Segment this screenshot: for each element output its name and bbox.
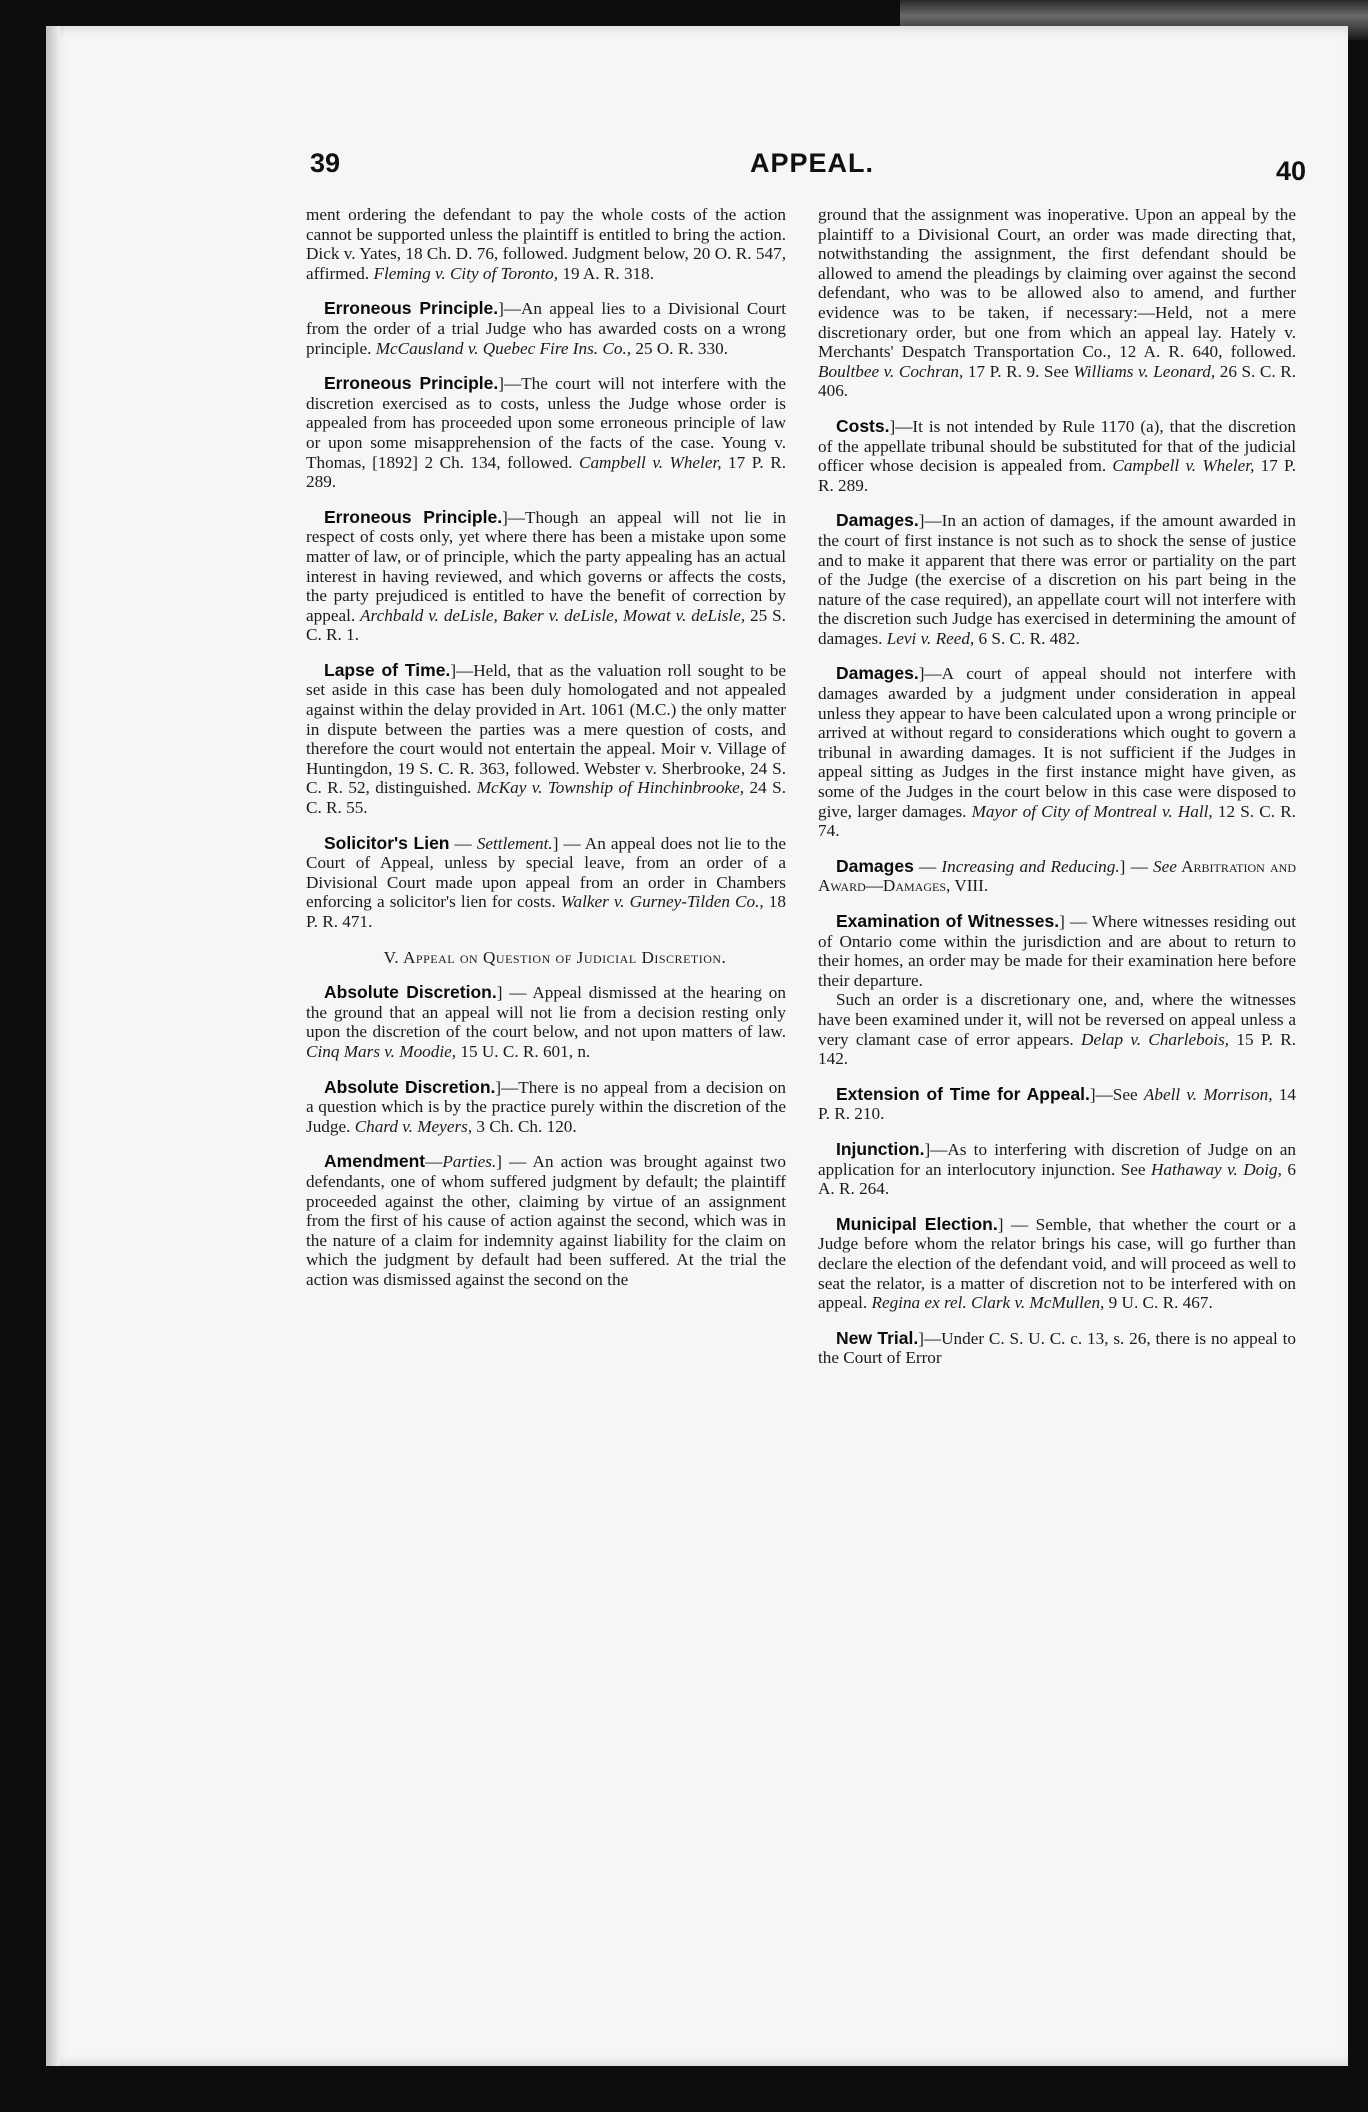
entry-subhead: Parties. bbox=[442, 1152, 497, 1172]
entry-erroneous-principle-1: Erroneous Principle.]—An appeal lies to a Divisional Court from the order of a trial Judge who has awarded costs on a wrong principle. McCausland v. Quebec Fire Ins. Co., 25 O. R. 330. bbox=[306, 298, 786, 358]
entry-subhead: Increasing and Reducing. bbox=[941, 856, 1120, 876]
entry-costs: Costs.]—It is not intended by Rule 1170 (a), that the discretion of the appellate tribunal should be substituted for that of the judicial officer whose decision is appealed from. Campbell v. Wheler, 17 P. R. 289. bbox=[818, 415, 1296, 495]
entry-headword: Erroneous Principle. bbox=[324, 298, 499, 319]
left-page-number: 39 bbox=[310, 148, 341, 178]
entry-headword: Absolute Discretion. bbox=[324, 1076, 496, 1097]
entry-headword: Costs. bbox=[836, 415, 890, 436]
entry-damages-2: Damages.]—A court of appeal should not interfere with damages awarded by a judgment under consideration in appeal unless they appear to have been calculated upon a wrong principle or arrived at without regard to considerations which ought to govern a tribunal in awarding damages. It is not sufficient if the Judges in appeal sitting as Judges in the first instance might have given, as some of the Judges in the court below in this case were disposed to give, larger damages. Mayor of City of Montreal v. Hall, 12 S. C. R. 74. bbox=[818, 663, 1296, 841]
entry-subhead: Settlement. bbox=[476, 833, 553, 853]
entry-injunction: Injunction.]—As to interfering with discretion of Judge on an application for an interlocutory injunction. See Hathaway v. Doig, 6 A. R. 264. bbox=[818, 1138, 1296, 1199]
case-citation: Hathaway v. Doig, bbox=[1151, 1159, 1282, 1179]
entry-erroneous-principle-2: Erroneous Principle.]—The court will not interfere with the discretion exercised as to costs, unless the Judge whose order is appealed from has proceeded upon some erroneous principle of law or upon some misapprehension of the facts of the case. Young v. Thomas, [1892] 2 Ch. 134, followed. Campbell v. Wheler, 17 P. R. 289. bbox=[306, 373, 786, 492]
case-citation: Levi v. Reed, bbox=[886, 628, 975, 648]
entry-headword: New Trial. bbox=[836, 1327, 919, 1348]
case-citation: Fleming v. City of Toronto, bbox=[373, 263, 559, 283]
entry-headword: Municipal Election. bbox=[836, 1213, 998, 1234]
entry-headword: Injunction. bbox=[836, 1138, 925, 1159]
entry-headword: Erroneous Principle. bbox=[324, 506, 503, 527]
entry-headword: Absolute Discretion. bbox=[324, 982, 497, 1003]
case-citation: Abell v. Morrison, bbox=[1143, 1084, 1273, 1104]
entry-headword: Lapse of Time. bbox=[324, 659, 451, 680]
entry-continued: ment ordering the defendant to pay the whole costs of the action cannot be supported unless the plaintiff is entitled to bring the action. Dick v. Yates, 18 Ch. D. 76, followed. Judgment below, 20 O. R. 547, affirmed. Fleming v. City of Toronto, 19 A. R. 318. bbox=[306, 205, 786, 283]
case-citation: Campbell v. Wheler, bbox=[1112, 456, 1255, 476]
entry-headword: Solicitor's Lien bbox=[324, 832, 450, 853]
case-citation: Boultbee v. Cochran, bbox=[818, 361, 964, 381]
case-citation: Regina ex rel. Clark v. McMullen, bbox=[871, 1293, 1105, 1313]
entry-new-trial: New Trial.]—Under C. S. U. C. c. 13, s. 26, there is no appeal to the Court of Error bbox=[818, 1327, 1296, 1368]
entry-absolute-discretion-2: Absolute Discretion.]—There is no appeal from a decision on a question which is by the practice purely within the discretion of the Judge. Chard v. Meyers, 3 Ch. Ch. 120. bbox=[306, 1076, 786, 1136]
entry-headword: Damages. bbox=[836, 663, 919, 684]
entry-extension-of-time: Extension of Time for Appeal.]—See Abell v. Morrison, 14 P. R. 210. bbox=[818, 1083, 1297, 1124]
case-citation: Delap v. Charlebois, bbox=[1081, 1029, 1230, 1049]
case-citation: McKay v. Township of Hinchinbrooke, bbox=[476, 778, 745, 798]
left-column bbox=[306, 205, 786, 1306]
entry-headword: Erroneous Principle. bbox=[324, 373, 499, 394]
entry-continued: ground that the assignment was inoperative. Upon an appeal by the plaintiff to a Divisional Court, an order was made directing that, notwithstanding the assignment, the first defendant should be allowed to amend the pleadings by claiming over against the second defendant, who was to be allowed also to amend, and further evidence was to be taken, if necessary:—Held, not a mere discretionary order, but one from which an appeal lay. Hately v. Merchants' Despatch Transportation Co., 12 A. R. 640, followed. Boultbee v. Cochran, 17 P. R. 9. See Williams v. Leonard, 26 S. C. R. 406. bbox=[818, 205, 1296, 401]
entry-amendment: Amendment—Parties.] — An action was brought against two defendants, one of whom suffered judgment by default; the plaintiff proceeded against the other, claiming by virtue of an assignment from the first of his cause of action against the second, which was in the nature of a claim for indemnity against liability for the claim on which the judgment by default had been suffered. At the trial the action was dismissed against the second on the bbox=[306, 1151, 786, 1289]
right-column bbox=[818, 205, 1296, 1384]
page-gutter bbox=[46, 26, 60, 2066]
entry-lapse-of-time: Lapse of Time.]—Held, that as the valuation roll sought to be set aside in this case has been duly homologated and not appealed against within the delay provided in Art. 1061 (M.C.) the only matter in dispute between the parties was a mere question of costs, and therefore the court would not entertain the appeal. Moir v. Village of Huntingdon, 19 S. C. R. 363, followed. Webster v. Sherbrooke, 24 S. C. R. 52, distinguished. McKay v. Township of Hinchinbrooke, 24 S. C. R. 55. bbox=[306, 659, 786, 818]
entry-examination-of-witnesses: Examination of Witnesses.] — Where witnesses residing out of Ontario come within the jurisdiction and are about to return to their homes, an order may be made for their examination here before their departure. bbox=[818, 911, 1296, 990]
case-citation: Archbald v. deLisle, Baker v. deLisle, Mowat v. deLisle, bbox=[360, 605, 746, 625]
entry-damages-increasing: Damages — Increasing and Reducing.] — See Arbitration and Award—Damages, VIII. bbox=[818, 855, 1297, 896]
case-citation: Campbell v. Wheler, bbox=[579, 452, 722, 472]
case-citation: McCausland v. Quebec Fire Ins. Co., bbox=[375, 338, 632, 358]
entry-headword: Damages bbox=[836, 855, 914, 876]
right-page-number: 40 bbox=[1276, 156, 1307, 186]
cross-reference: Arbitration and Award—Damages, VIII. bbox=[818, 856, 1297, 896]
entry-headword: Damages. bbox=[836, 510, 919, 531]
section-heading: V. Appeal on Question of Judicial Discretion. bbox=[383, 947, 727, 967]
entry-solicitors-lien: Solicitor's Lien — Settlement.] — An appeal does not lie to the Court of Appeal, unless by special leave, from an order of a Divisional Court made upon appeal from an order in Chambers enforcing a solicitor's lien for costs. Walker v. Gurney-Tilden Co., 18 P. R. 471. bbox=[306, 832, 786, 931]
entry-examination-continued: Such an order is a discretionary one, and, where the witnesses have been examined under it, will not be reversed on appeal unless a very clamant case of error appears. Delap v. Charlebois, 15 P. R. 142. bbox=[818, 990, 1296, 1069]
entry-absolute-discretion-1: Absolute Discretion.] — Appeal dismissed at the hearing on the ground that an appeal will not lie from a decision resting only upon the discretion of the court below, and not upon matters of law. Cinq Mars v. Moodie, 15 U. C. R. 601, n. bbox=[306, 982, 786, 1061]
running-head-title: APPEAL. bbox=[750, 148, 875, 178]
case-citation: Walker v. Gurney-Tilden Co., bbox=[560, 892, 764, 912]
see-reference: See bbox=[1152, 856, 1177, 876]
entry-headword: Extension of Time for Appeal. bbox=[836, 1083, 1090, 1104]
case-citation: Mayor of City of Montreal v. Hall, bbox=[971, 801, 1213, 821]
entry-municipal-election: Municipal Election.] — Semble, that whether the court or a Judge before whom the relator brings his case, will go further than declare the election of the defendant void, and will proceed as well to seat the relator, is a matter of discretion not to be interfered with on appeal. Regina ex rel. Clark v. McMullen, 9 U. C. R. 467. bbox=[818, 1213, 1296, 1313]
entry-headword: Amendment bbox=[324, 1151, 426, 1172]
entry-damages-1: Damages.]—In an action of damages, if the amount awarded in the court of first instance is not such as to shock the sense of justice and to make it apparent that there was error or partiality on the part of the Judge (the exercise of a discretion on his part being in the nature of the case required), an appellate court will not interfere with the discretion such Judge has exercised in determining the amount of damages. Levi v. Reed, 6 S. C. R. 482. bbox=[818, 510, 1296, 648]
case-citation: Williams v. Leonard, bbox=[1073, 361, 1216, 381]
case-citation: Cinq Mars v. Moodie, bbox=[306, 1041, 457, 1061]
entry-headword: Examination of Witnesses. bbox=[836, 911, 1060, 931]
case-citation: Chard v. Meyers, bbox=[354, 1116, 473, 1136]
entry-erroneous-principle-3: Erroneous Principle.]—Though an appeal will not lie in respect of costs only, yet where there has been a mistake upon some matter of law, or of principle, which the party appealing has an actual interest in having reviewed, and which governs or affects the costs, the party prejudiced is entitled to have the benefit of correction by appeal. Archbald v. deLisle, Baker v. deLisle, Mowat v. deLisle, 25 S. C. R. 1. bbox=[306, 506, 787, 645]
